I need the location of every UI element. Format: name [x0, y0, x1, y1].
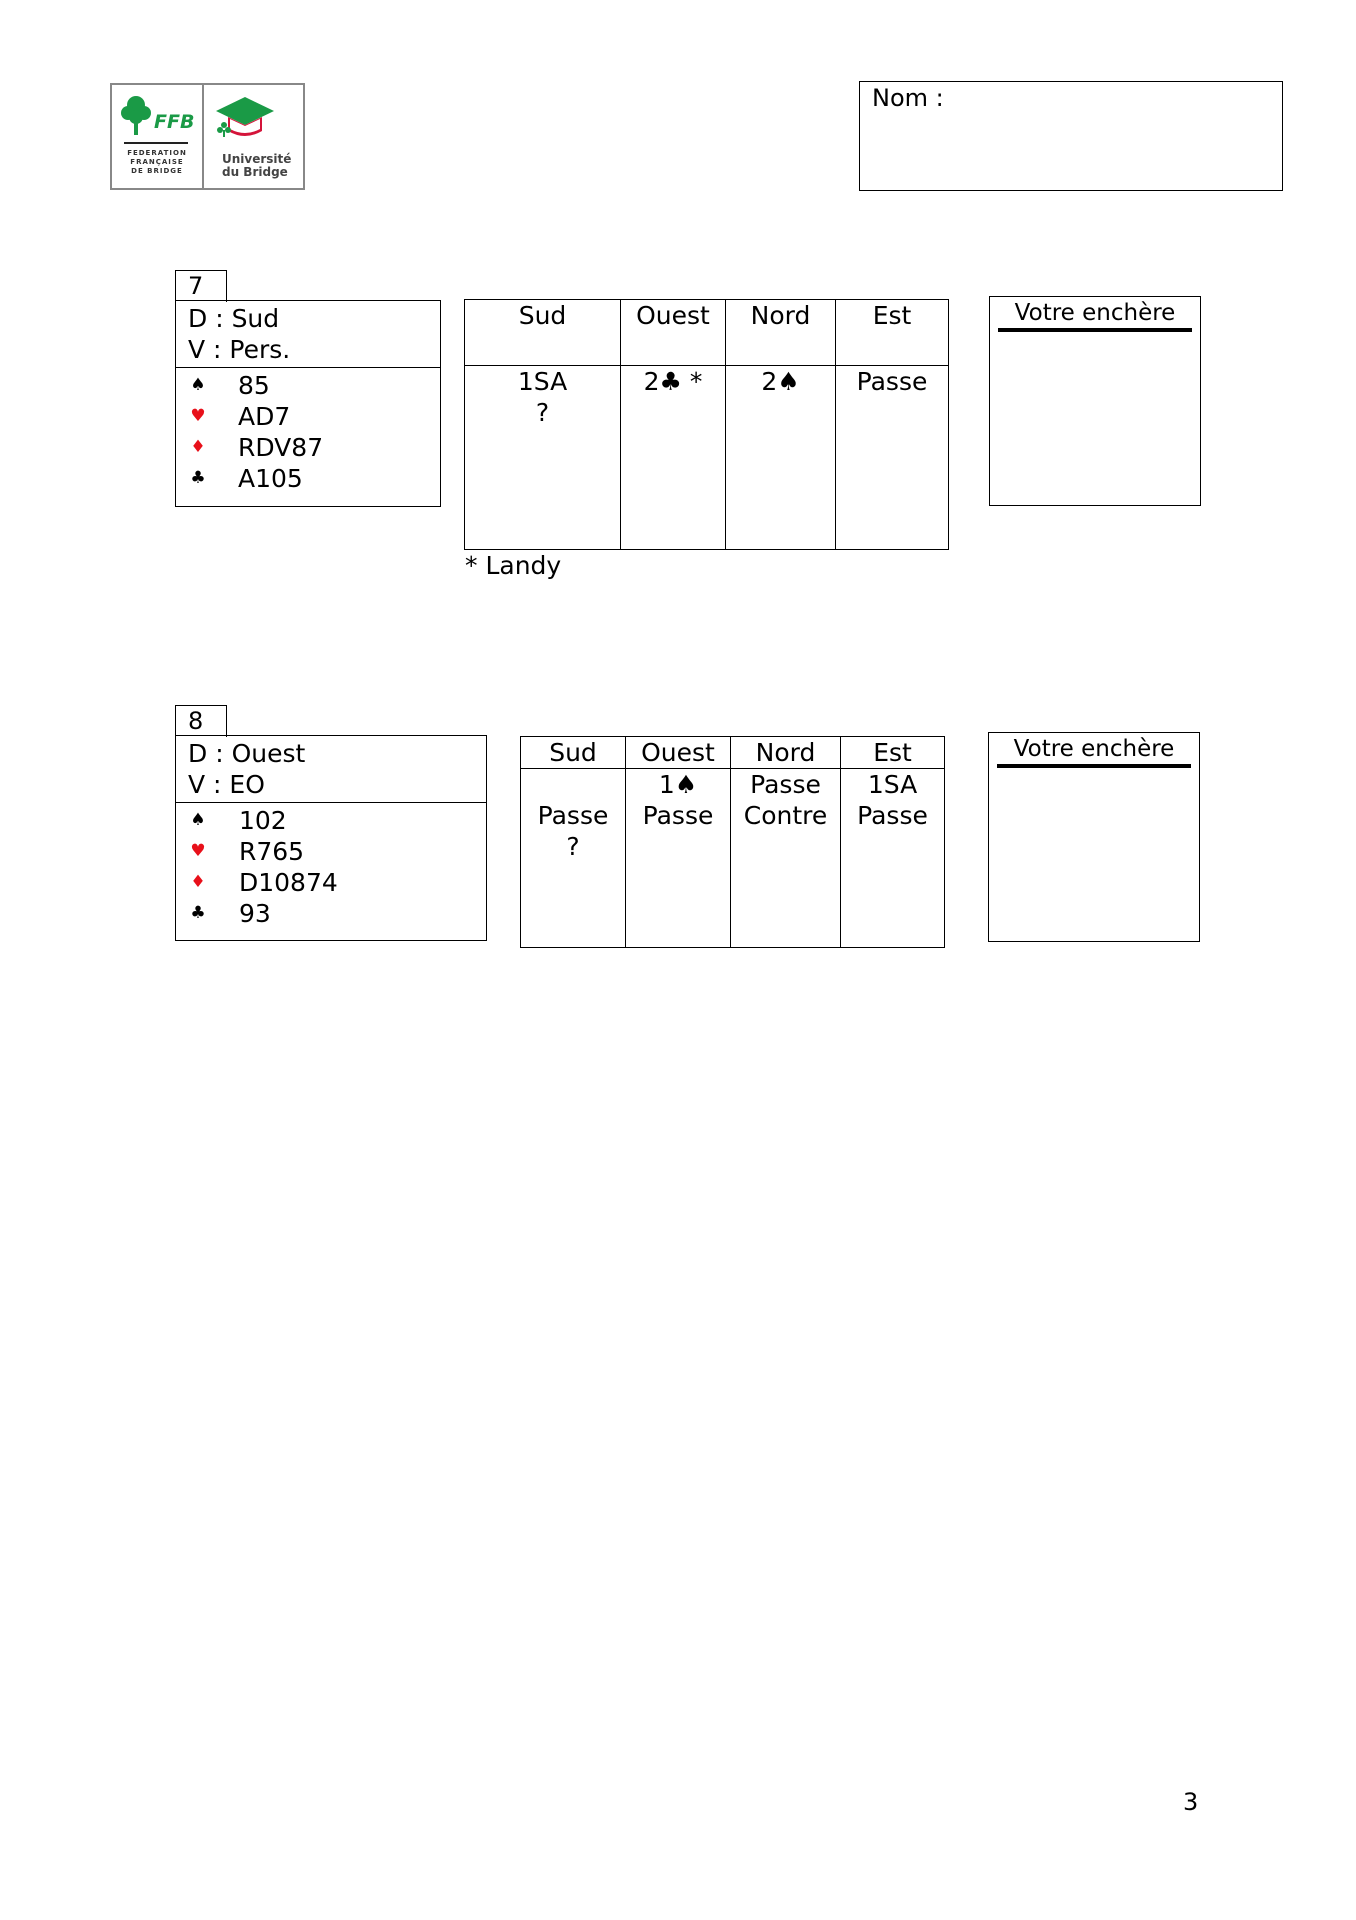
column-header-sud: Sud [521, 737, 626, 769]
club-icon: ♣ [190, 468, 206, 488]
bid: Passe [856, 367, 928, 396]
bid: 1♠ [658, 770, 698, 799]
answer-underline [997, 764, 1191, 768]
deal-number: 7 [175, 270, 227, 302]
hand-box [175, 735, 487, 941]
bid-cell [521, 769, 626, 948]
suit-row [176, 898, 486, 929]
suit-cards: 85 [238, 371, 270, 400]
diamond-icon: ♦ [190, 437, 206, 457]
column-header-ouest: Ouest [621, 300, 726, 366]
heart-icon: ♥ [190, 406, 206, 426]
bid-cell [836, 366, 949, 550]
bid: 2♠ [761, 367, 800, 396]
column-header-est: Est [841, 737, 945, 769]
suit-row [176, 370, 440, 401]
spade-icon: ♠ [190, 810, 206, 830]
suit-row [176, 401, 440, 432]
ffb-logo-text: FFB [154, 111, 195, 133]
suit-cards: R765 [239, 837, 305, 866]
dealer-label: D : Ouest [188, 739, 306, 768]
column-header-nord: Nord [731, 737, 841, 769]
bid-cell [841, 769, 945, 948]
ub-logo-text: Université du Bridge [222, 152, 292, 179]
bid-cell [726, 366, 836, 550]
diamond-icon: ♦ [190, 872, 206, 892]
votre-enchere-box[interactable] [989, 296, 1201, 506]
suit-cards: RDV87 [238, 433, 324, 462]
bid [521, 769, 625, 800]
ffb-logo-left [112, 85, 204, 188]
deal-info [176, 301, 440, 368]
name-field[interactable] [859, 81, 1283, 191]
bid-question: ? [566, 832, 580, 861]
bid: Contre [743, 801, 828, 830]
column-header-sud: Sud [465, 300, 621, 366]
graduation-cap-icon [214, 95, 276, 143]
bid-question: ? [535, 398, 550, 427]
bid: 2♣ * [643, 367, 703, 396]
bid-cell [465, 366, 621, 550]
suit-cards: A105 [238, 464, 303, 493]
suit-row [176, 463, 440, 494]
name-label: Nom : [872, 84, 944, 112]
ffb-subtitle: FEDERATION FRANÇAISE DE BRIDGE [127, 149, 187, 175]
hand-box [175, 300, 441, 507]
landy-note: * Landy [465, 551, 562, 580]
hand-suits [176, 368, 440, 494]
logo-divider [124, 142, 188, 144]
hand-suits [176, 803, 486, 929]
suit-cards: D10874 [239, 868, 338, 897]
suit-row [176, 805, 486, 836]
vulnerability-label: V : Pers. [188, 335, 291, 364]
vulnerability-label: V : EO [188, 770, 265, 799]
votre-enchere-label: Votre enchère [1014, 300, 1176, 326]
bid: 1SA [867, 770, 918, 799]
bid: Passe [857, 801, 928, 830]
page-number: 3 [1183, 1788, 1199, 1816]
club-icon: ♣ [190, 903, 206, 923]
bid-cell [731, 769, 841, 948]
suit-row [176, 836, 486, 867]
bidding-table [520, 736, 945, 948]
deal-info [176, 736, 486, 803]
suit-cards: AD7 [238, 402, 291, 431]
bid: Passe [642, 801, 714, 830]
suit-cards: 102 [239, 806, 287, 835]
votre-enchere-label: Votre enchère [1013, 736, 1175, 762]
ub-logo [204, 85, 303, 188]
suit-row [176, 432, 440, 463]
bid-cell [626, 769, 731, 948]
answer-underline [998, 328, 1192, 332]
column-header-nord: Nord [726, 300, 836, 366]
bid: Passe [537, 801, 609, 830]
heart-icon: ♥ [190, 841, 206, 861]
bid: 1SA [517, 367, 568, 396]
suit-cards: 93 [239, 899, 271, 928]
votre-enchere-box[interactable] [988, 732, 1200, 942]
ffb-logo [110, 83, 305, 190]
bid: Passe [750, 770, 821, 799]
bid-cell [621, 366, 726, 550]
dealer-label: D : Sud [188, 304, 280, 333]
suit-row [176, 867, 486, 898]
column-header-ouest: Ouest [626, 737, 731, 769]
bidding-table [464, 299, 949, 550]
spade-icon: ♠ [190, 375, 206, 395]
column-header-est: Est [836, 300, 949, 366]
deal-number: 8 [175, 705, 227, 737]
